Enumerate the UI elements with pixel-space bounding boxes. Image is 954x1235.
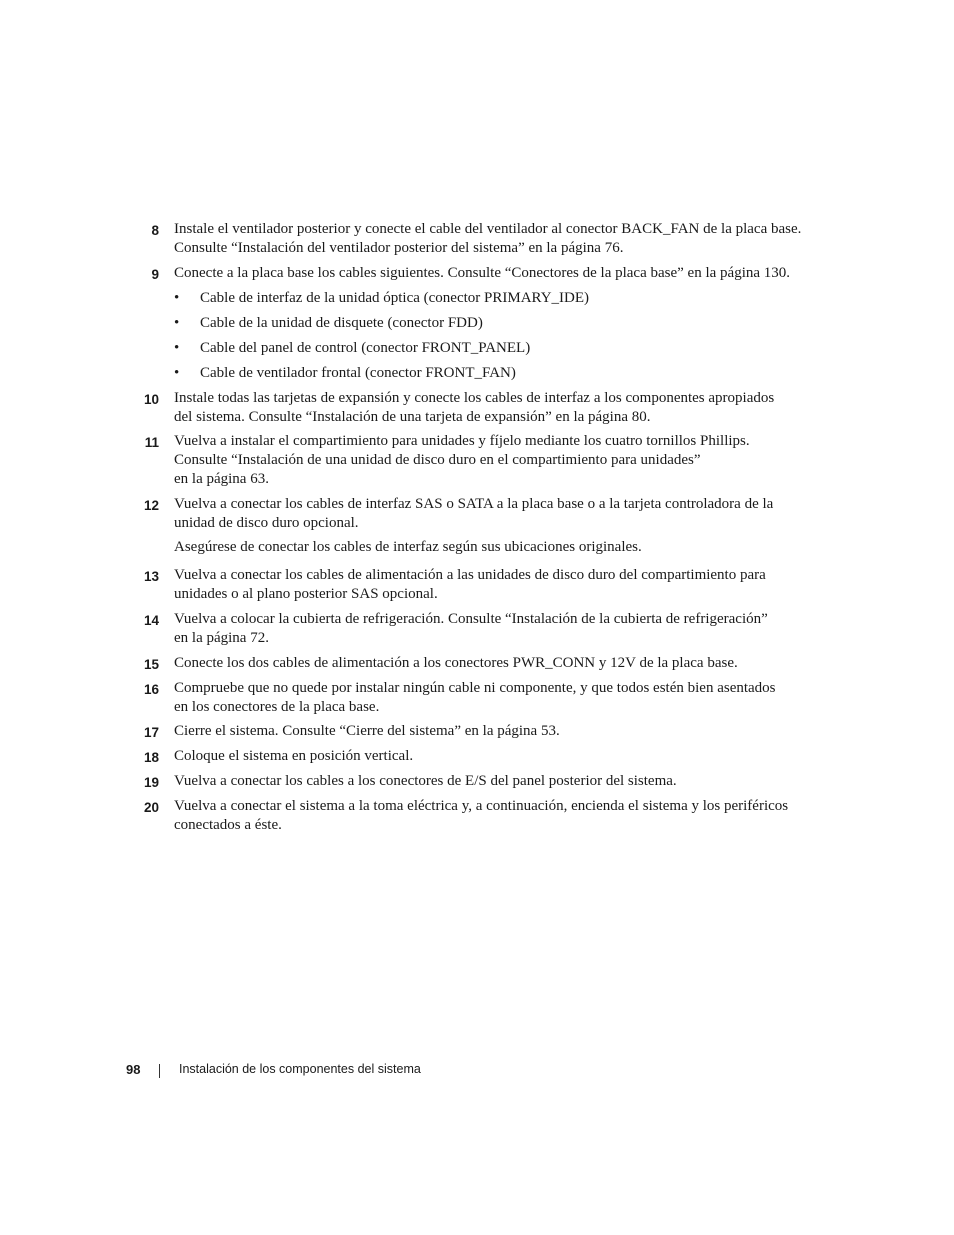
bullet-text: Cable de interfaz de la unidad óptica (conector PRIMARY_IDE)	[200, 290, 590, 306]
step-text: Vuelva a instalar el compartimiento para unidades y fíjelo mediante los cuatro tornillos Phillips. Consulte “Instalación de una unidad de disco duro en el compartimiento para unidades” en la página 63.	[174, 433, 750, 487]
step-12-note: Asegúrese de conectar los cables de interfaz según sus ubicaciones originales.	[174, 539, 642, 555]
footer-section-title: Instalación de los componentes del sistema	[179, 1062, 421, 1076]
step-number: 9	[151, 267, 159, 282]
step-text: Conecte a la placa base los cables siguientes. Consulte “Conectores de la placa base” en la página 130.	[174, 265, 791, 281]
step-text: Vuelva a colocar la cubierta de refrigeración. Consulte “Instalación de la cubierta de refrigeración” en la página 72.	[174, 611, 768, 646]
bullet-glyph: •	[174, 340, 180, 356]
step-text: Vuelva a conectar los cables de alimentación a las unidades de disco duro del compartimiento para unidades o al plano posterior SAS opcional.	[174, 567, 766, 602]
step-number: 16	[143, 682, 159, 697]
step-text: Vuelva a conectar los cables a los conectores de E/S del panel posterior del sistema.	[174, 773, 677, 789]
step-text: Compruebe que no quede por instalar ningún cable ni componente, y que todos estén bien asentados en los conectores de la placa base.	[174, 680, 776, 715]
step-text: Conecte los dos cables de alimentación a los conectores PWR_CONN y 12V de la placa base.	[174, 655, 738, 671]
step-text: Instale el ventilador posterior y conecte el cable del ventilador al conector BACK_FAN de la placa base. Consulte “Instalación del ventilador posterior del sistema” en la página 76.	[174, 221, 802, 256]
step-number: 13	[143, 569, 159, 584]
bullet-text: Cable de ventilador frontal (conector FRONT_FAN)	[200, 365, 516, 381]
step-text: Cierre el sistema. Consulte “Cierre del sistema” en la página 53.	[174, 723, 560, 739]
bullet-glyph: •	[174, 365, 180, 381]
step-number: 15	[143, 657, 159, 672]
step-number: 14	[143, 613, 159, 628]
bullet-text: Cable del panel de control (conector FRONT_PANEL)	[200, 340, 531, 356]
step-text: Coloque el sistema en posición vertical.	[174, 748, 414, 764]
step-number: 18	[143, 750, 159, 765]
step-text: Vuelva a conectar los cables de interfaz SAS o SATA a la placa base o a la tarjeta controladora de la unidad de disco duro opcional.	[174, 496, 774, 531]
footer-divider	[159, 1064, 160, 1078]
step-number: 19	[143, 775, 159, 790]
bullet-glyph: •	[174, 290, 180, 306]
bullet-glyph: •	[174, 315, 180, 331]
page-number: 98	[126, 1062, 141, 1077]
step-number: 10	[143, 392, 159, 407]
step-number: 8	[151, 223, 159, 238]
step-text: Vuelva a conectar el sistema a la toma eléctrica y, a continuación, encienda el sistema y los periféricos conectados a éste.	[174, 798, 789, 833]
bullet-text: Cable de la unidad de disquete (conector FDD)	[200, 315, 483, 331]
step-number: 17	[143, 725, 159, 740]
step-number: 20	[143, 800, 159, 815]
step-number: 11	[144, 435, 159, 450]
step-text: Instale todas las tarjetas de expansión y conecte los cables de interfaz a los componentes apropiados del sistema. Consulte “Instalación de una tarjeta de expansión” en la página 80.	[174, 390, 775, 425]
step-number: 12	[143, 498, 159, 513]
